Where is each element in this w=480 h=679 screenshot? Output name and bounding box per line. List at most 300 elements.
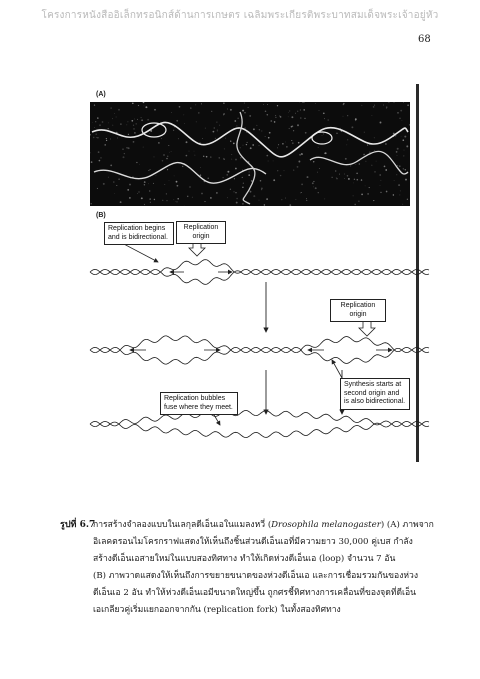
micrograph-speckle [372, 115, 373, 116]
micrograph-speckle [350, 165, 351, 166]
micrograph-speckle [129, 184, 131, 186]
micrograph-speckle [386, 106, 387, 107]
micrograph-speckle [247, 160, 248, 161]
dna-helix-row-1 [90, 260, 429, 285]
micrograph-speckle [195, 155, 196, 156]
micrograph-speckle [230, 109, 232, 111]
micrograph-speckle [301, 154, 302, 155]
micrograph-speckle [217, 129, 218, 130]
micrograph-speckle [153, 156, 154, 157]
micrograph-speckle [285, 142, 286, 143]
micrograph-speckle [90, 152, 91, 153]
micrograph-speckle [117, 138, 118, 139]
micrograph-speckle [374, 150, 375, 151]
micrograph-speckle [323, 133, 324, 134]
micrograph-speckle [353, 183, 354, 184]
micrograph-speckle [361, 179, 362, 180]
micrograph-speckle [227, 109, 228, 110]
micrograph-speckle [325, 152, 327, 154]
micrograph-speckle [234, 120, 236, 122]
micrograph-speckle [386, 191, 388, 193]
micrograph-speckle [206, 156, 208, 158]
micrograph-speckle [298, 142, 300, 144]
micrograph-speckle [346, 145, 347, 146]
micrograph-speckle [141, 117, 142, 118]
micrograph-speckle [124, 153, 125, 154]
micrograph-speckle [266, 155, 268, 157]
micrograph-speckle [402, 120, 403, 121]
micrograph-speckle [339, 174, 340, 175]
micrograph-speckle [168, 145, 169, 146]
micrograph-speckle [300, 192, 301, 193]
micrograph-speckle [332, 177, 333, 178]
micrograph-speckle [380, 122, 382, 124]
dna-strand [90, 421, 429, 437]
micrograph-speckle [242, 110, 244, 112]
micrograph-speckle [99, 124, 101, 126]
micrograph-speckle [354, 204, 356, 206]
micrograph-speckle [169, 152, 170, 153]
micrograph-speckle [393, 194, 394, 195]
micrograph-speckle [211, 111, 212, 112]
micrograph-speckle [147, 119, 149, 121]
micrograph-speckle [243, 145, 244, 146]
micrograph-speckle [110, 164, 112, 166]
micrograph-speckle [242, 187, 243, 188]
micrograph-speckle [137, 193, 138, 194]
micrograph-speckle [267, 104, 268, 105]
micrograph-speckle [304, 118, 305, 119]
dna-strand-right [310, 151, 408, 174]
micrograph-speckle [284, 170, 285, 171]
micrograph-speckle [261, 188, 263, 190]
micrograph-speckle [399, 118, 400, 119]
micrograph-speckle [92, 122, 93, 123]
micrograph-speckle [288, 112, 289, 113]
micrograph-speckle [202, 138, 203, 139]
micrograph-speckle [384, 166, 386, 168]
micrograph-speckle [201, 103, 202, 104]
micrograph-speckle [136, 162, 137, 163]
micrograph-speckle [289, 204, 291, 206]
micrograph-speckle [132, 102, 134, 104]
micrograph-speckle [138, 105, 139, 106]
origin-arrow-2 [359, 320, 375, 336]
micrograph-speckle [277, 105, 278, 106]
micrograph-speckle [401, 136, 402, 137]
micrograph-speckle [162, 200, 163, 201]
micrograph-speckle [302, 102, 303, 103]
micrograph-speckle [404, 136, 406, 138]
micrograph-speckle [286, 146, 287, 147]
micrograph-speckle [344, 178, 345, 179]
callout-bubbles-fuse: Replication bubbles fuse where they meet. [160, 392, 238, 415]
micrograph-speckle [244, 103, 245, 104]
micrograph-speckle [315, 103, 316, 104]
callout-synthesis-second-origin: Synthesis starts at second origin and is also bidirectional. [340, 378, 410, 410]
micrograph-speckle [307, 176, 309, 178]
micrograph-speckle [118, 178, 120, 180]
caption-text: การสร้างจำลองแบบในเลกุลดีเอ็นเอในแมลงหวี่ ( [93, 520, 272, 530]
micrograph-speckle [351, 126, 353, 128]
micrograph-speckle [380, 192, 381, 193]
micrograph-speckle [133, 125, 134, 126]
micrograph-speckle [214, 127, 215, 128]
micrograph-speckle [293, 130, 294, 131]
species-name: Drosophila melanogaster [271, 520, 381, 530]
micrograph-speckle [184, 123, 185, 124]
micrograph-speckle [266, 198, 268, 200]
micrograph-speckle [364, 132, 365, 133]
micrograph-speckle [282, 199, 283, 200]
micrograph-speckle [112, 118, 113, 119]
micrograph-speckle [356, 173, 357, 174]
micrograph-speckle [285, 198, 286, 199]
micrograph-speckle [292, 125, 294, 127]
micrograph-speckle [234, 178, 235, 179]
micrograph-speckle [216, 192, 218, 194]
micrograph-image [90, 102, 410, 206]
micrograph-speckle [133, 141, 135, 143]
micrograph-speckle [173, 130, 174, 131]
micrograph-speckle [257, 125, 258, 126]
micrograph-speckle [394, 180, 395, 181]
micrograph-speckle [270, 120, 272, 122]
micrograph-speckle [369, 151, 370, 152]
micrograph-speckle [122, 148, 124, 150]
micrograph-speckle [186, 155, 188, 157]
micrograph-speckle [312, 182, 314, 184]
micrograph-speckle [223, 114, 224, 115]
micrograph-speckle [268, 137, 270, 139]
micrograph-speckle [381, 180, 382, 181]
micrograph-speckle [273, 161, 274, 162]
micrograph-speckle [94, 127, 95, 128]
micrograph-speckle [398, 184, 400, 186]
micrograph-speckle [240, 157, 242, 159]
micrograph-speckle [289, 128, 290, 129]
micrograph-speckle [397, 165, 398, 166]
micrograph-speckle [402, 204, 403, 205]
micrograph-speckle [166, 193, 167, 194]
micrograph-speckle [288, 116, 289, 117]
micrograph-speckle [154, 109, 156, 111]
micrograph-speckle [111, 108, 112, 109]
micrograph-speckle [374, 137, 375, 138]
micrograph-speckle [305, 132, 307, 134]
micrograph-speckle [359, 163, 360, 164]
micrograph-speckle [108, 123, 109, 124]
micrograph-speckle [301, 184, 303, 186]
micrograph-speckle [253, 195, 255, 197]
micrograph-speckle [397, 112, 398, 113]
micrograph-speckle [388, 102, 389, 103]
micrograph-speckle [344, 174, 345, 175]
micrograph-speckle [399, 194, 400, 195]
micrograph-speckle [219, 125, 220, 126]
micrograph-speckle [260, 180, 262, 182]
micrograph-speckle [356, 164, 357, 165]
micrograph-speckle [236, 198, 238, 200]
micrograph-speckle [96, 137, 97, 138]
micrograph-speckle [313, 187, 314, 188]
micrograph-speckle [179, 106, 181, 108]
micrograph-speckle [106, 140, 107, 141]
micrograph-speckle [250, 191, 252, 193]
micrograph-speckle [90, 134, 91, 136]
micrograph-speckle [317, 172, 318, 173]
micrograph-speckle [233, 143, 235, 145]
micrograph-speckle [261, 130, 262, 131]
micrograph-speckle [335, 170, 336, 171]
micrograph-speckle [403, 155, 404, 156]
micrograph-speckle [367, 145, 368, 146]
micrograph-speckle [158, 142, 160, 144]
micrograph-speckle [95, 133, 96, 134]
micrograph-speckle [104, 144, 106, 146]
micrograph-speckle [126, 147, 127, 148]
micrograph-speckle [274, 121, 276, 123]
micrograph-speckle [380, 185, 381, 186]
micrograph-speckle [373, 106, 375, 108]
micrograph-speckle [315, 187, 317, 189]
micrograph-speckle [131, 120, 133, 122]
micrograph-speckle [155, 175, 156, 176]
micrograph-speckle [362, 105, 363, 106]
micrograph-speckle [129, 197, 131, 199]
figure-number: รูปที่ 6.7 [60, 520, 96, 530]
micrograph-speckle [200, 167, 201, 168]
dna-strand-lower [94, 163, 266, 184]
micrograph-speckle [186, 141, 188, 143]
caption-line: ดีเอ็นเอ 2 อัน ทำให้ห่วงดีเอ็นเอมีขนาดใหญ่ขึ้น ถูกศรชี้ทิศทางการเคลื่อนที่ของจุดที่ดีเอ็น [93, 588, 417, 598]
micrograph-speckle [224, 148, 225, 149]
micrograph-speckle [248, 107, 249, 108]
micrograph-speckle [144, 204, 145, 205]
micrograph-speckle [93, 137, 95, 139]
micrograph-speckle [235, 168, 237, 170]
micrograph-speckle [367, 193, 369, 195]
micrograph-speckle [205, 128, 206, 129]
micrograph-speckle [149, 198, 151, 200]
micrograph-speckle [259, 145, 260, 146]
micrograph-speckle [386, 108, 387, 109]
micrograph-speckle [213, 131, 215, 133]
caption-line: (B) ภาพวาดแสดงให้เห็นถึงการขยายขนาดของห่วงดีเอ็นเอ และการเชื่อมรวมกันของห่วง [93, 571, 419, 581]
micrograph-speckle [153, 183, 154, 184]
micrograph-speckle [106, 138, 107, 139]
micrograph-speckle [323, 112, 325, 114]
panel-a-label: (A) [96, 91, 106, 98]
micrograph-speckle [235, 192, 236, 193]
micrograph-speckle [295, 113, 296, 114]
micrograph-speckle [280, 175, 281, 176]
micrograph-speckle [354, 179, 355, 180]
micrograph-speckle [189, 151, 190, 152]
micrograph-speckle [95, 121, 96, 122]
micrograph-speckle [278, 144, 279, 145]
micrograph-speckle [327, 119, 329, 121]
micrograph-speckle [148, 183, 149, 184]
micrograph-speckle [204, 201, 205, 202]
callout-replication-origin-1: Replication origin [176, 221, 226, 244]
micrograph-speckle [178, 138, 179, 139]
replication-loop [312, 132, 332, 144]
micrograph-speckle [150, 202, 151, 203]
micrograph-speckle [139, 164, 140, 165]
micrograph-speckle [175, 201, 176, 202]
micrograph-speckle [97, 137, 98, 138]
micrograph-speckle [279, 116, 280, 117]
micrograph-speckle [403, 168, 404, 169]
dna-strand-cross [237, 112, 255, 204]
micrograph-speckle [373, 200, 374, 201]
micrograph-speckle [230, 141, 231, 142]
micrograph-speckle [144, 181, 146, 183]
micrograph-speckle [235, 159, 237, 161]
micrograph-speckle [138, 191, 139, 192]
micrograph-speckle [200, 175, 201, 176]
micrograph-speckle [403, 102, 404, 103]
micrograph-speckle [365, 186, 366, 187]
micrograph-speckle [97, 117, 99, 119]
micrograph-speckle [226, 174, 228, 176]
micrograph-speckle [296, 199, 297, 200]
micrograph-speckle [120, 123, 122, 125]
micrograph-speckle [313, 161, 314, 162]
micrograph-speckle [120, 201, 122, 203]
micrograph-speckle [176, 181, 178, 183]
micrograph-speckle [297, 111, 298, 112]
micrograph-speckle [259, 200, 260, 201]
micrograph-speckle [90, 203, 91, 204]
micrograph-speckle [336, 133, 337, 134]
micrograph-speckle [347, 139, 348, 140]
micrograph-speckle [177, 198, 179, 200]
micrograph-speckle [297, 166, 299, 168]
micrograph-speckle [91, 161, 93, 163]
micrograph-speckle [353, 196, 354, 197]
micrograph-speckle [401, 131, 402, 132]
micrograph-speckle [223, 177, 224, 178]
micrograph-speckle [250, 147, 252, 149]
micrograph-speckle [407, 104, 409, 106]
micrograph-speckle [210, 156, 211, 157]
micrograph-speckle [263, 104, 264, 105]
micrograph-speckle [100, 157, 101, 158]
micrograph-speckle [242, 177, 243, 178]
micrograph-speckle [127, 189, 129, 191]
micrograph-speckle [149, 133, 150, 134]
micrograph-speckle [299, 154, 301, 156]
micrograph-speckle [267, 114, 268, 115]
micrograph-speckle [396, 174, 397, 175]
micrograph-speckle [355, 120, 356, 121]
micrograph-speckle [358, 201, 359, 202]
micrograph-speckle [306, 198, 307, 199]
micrograph-speckle [215, 138, 216, 139]
micrograph-speckle [347, 115, 348, 116]
micrograph-speckle [217, 131, 218, 132]
micrograph-speckle [395, 135, 396, 136]
micrograph-speckle [343, 116, 344, 117]
micrograph-speckle [300, 117, 302, 119]
micrograph-speckle [299, 102, 300, 103]
replication-loop [142, 123, 166, 137]
caption-text: ) (A) ภาพจาก [380, 520, 434, 530]
pointer-arrow [332, 360, 342, 378]
micrograph-speckle [145, 106, 147, 108]
micrograph-speckle [407, 199, 408, 200]
micrograph-speckle [291, 140, 292, 141]
micrograph-speckle [137, 119, 138, 120]
micrograph-speckle [306, 200, 307, 201]
micrograph-speckle [357, 179, 359, 181]
page-number: 68 [418, 34, 431, 45]
micrograph-speckle [363, 154, 365, 156]
micrograph-speckle [265, 111, 267, 113]
micrograph-speckle [176, 120, 178, 122]
micrograph-speckle [116, 117, 117, 118]
micrograph-speckle [248, 174, 250, 176]
micrograph-speckle [400, 110, 402, 112]
micrograph-speckle [291, 116, 293, 118]
micrograph-speckle [136, 123, 137, 124]
micrograph-speckle [112, 125, 113, 126]
micrograph-speckle [275, 115, 276, 116]
micrograph-speckle [148, 170, 149, 171]
micrograph-speckle [236, 202, 238, 204]
micrograph-speckle [143, 147, 144, 148]
micrograph-speckle [154, 199, 155, 200]
micrograph-speckle [242, 203, 244, 205]
micrograph-speckle [397, 155, 398, 156]
micrograph-speckle [171, 151, 172, 152]
micrograph-speckle [246, 144, 247, 145]
micrograph-speckle [198, 112, 200, 114]
micrograph-speckle [277, 170, 278, 171]
micrograph-speckle [304, 102, 305, 103]
micrograph-speckle [404, 150, 405, 151]
micrograph-speckle [406, 145, 408, 147]
micrograph-speckle [319, 168, 320, 169]
dna-strand-main [92, 122, 408, 156]
micrograph-speckle [231, 159, 232, 160]
micrograph-speckle [236, 125, 237, 126]
micrograph-speckle [265, 136, 266, 137]
micrograph-speckle [169, 180, 170, 181]
micrograph-speckle [397, 148, 399, 150]
micrograph-speckle [297, 124, 299, 126]
micrograph-speckle [318, 192, 319, 193]
micrograph-speckle [223, 102, 224, 103]
micrograph-speckle [143, 102, 145, 103]
micrograph-speckle [249, 115, 251, 117]
running-header: โครงการหนังสืออิเล็กทรอนิกส์ด้านการเกษตร เฉลิมพระเกียรติพระบาทสมเด็จพระเจ้าอยู่หัว [41, 10, 439, 21]
dna-strand [90, 410, 429, 426]
micrograph-speckle [141, 119, 143, 121]
micrograph-speckle [149, 169, 150, 170]
micrograph-speckle [194, 151, 195, 152]
micrograph-speckle [144, 106, 145, 107]
micrograph-speckle [376, 161, 377, 162]
micrograph-speckle [324, 199, 325, 200]
micrograph-speckle [313, 181, 314, 182]
micrograph-speckle [374, 105, 375, 106]
micrograph-speckle [167, 200, 168, 201]
micrograph-speckle [245, 128, 246, 129]
micrograph-speckle [177, 185, 179, 187]
